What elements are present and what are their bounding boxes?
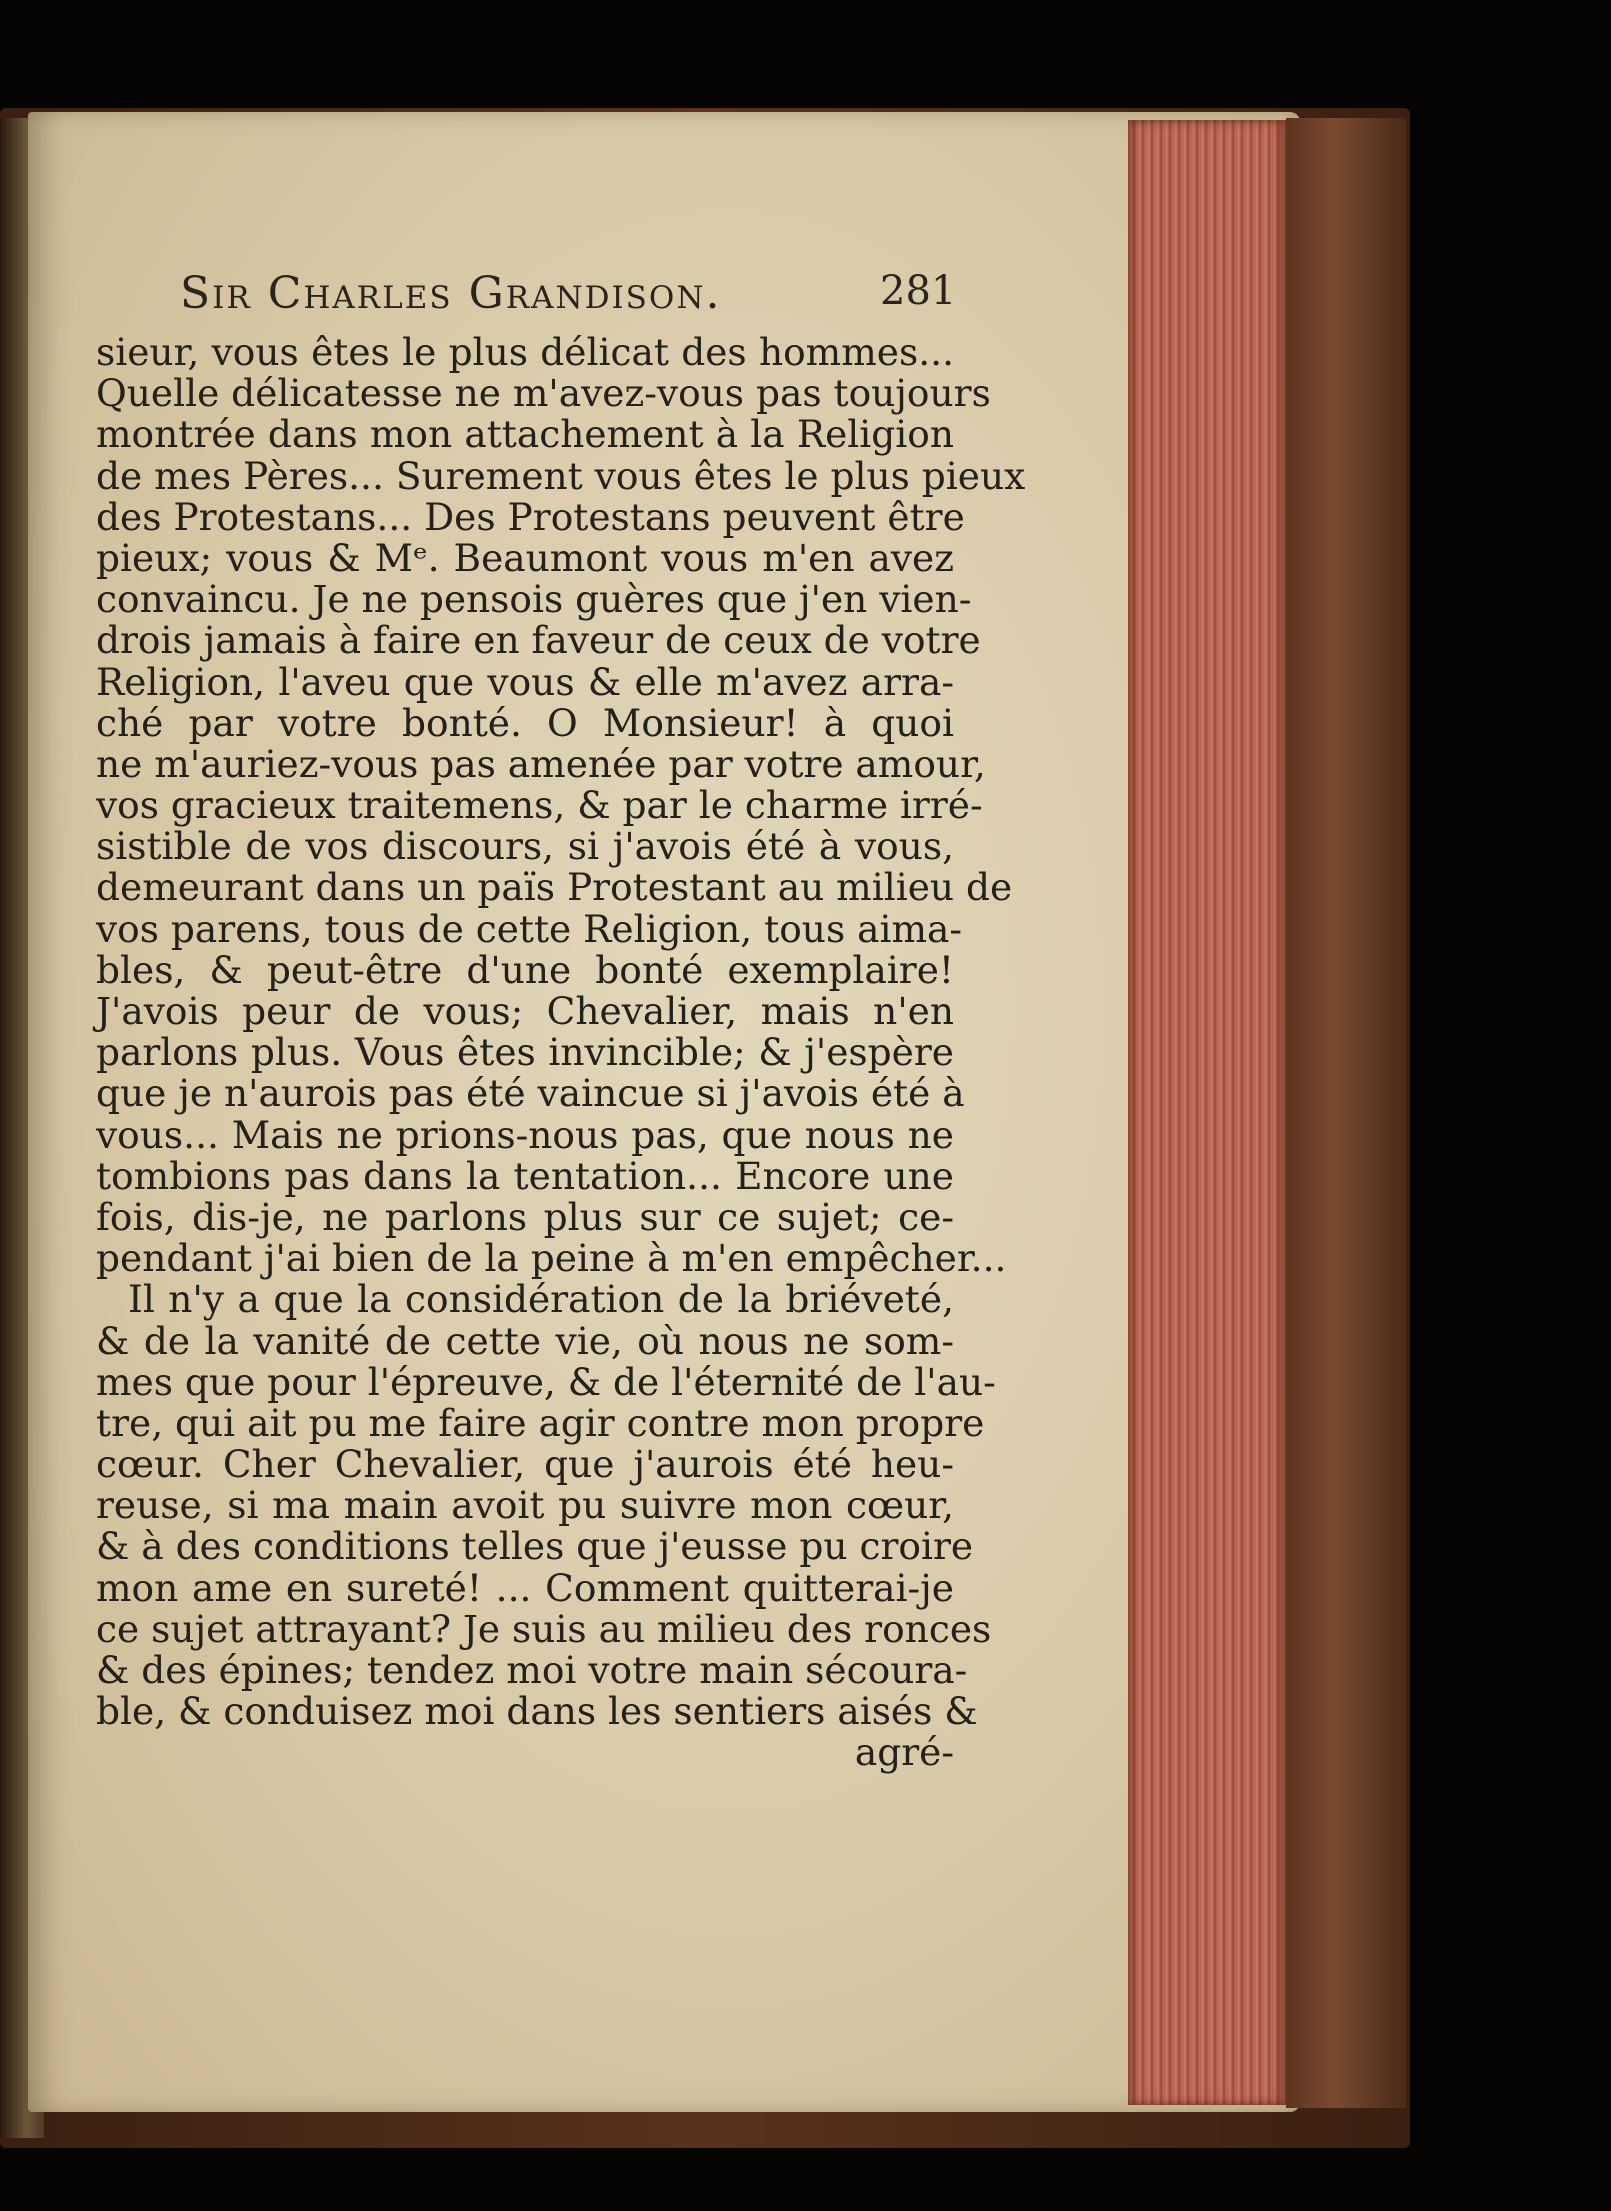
text-line: drois jamais à faire en faveur de ceux de votre: [96, 618, 981, 663]
text-line: vous... Mais ne prions-nous pas, que nous ne: [96, 1112, 954, 1157]
text-line: de mes Pères... Surement vous êtes le plus pieux: [96, 453, 1026, 498]
text-line: fois, dis-je, ne parlons plus sur ce sujet; ce-: [96, 1194, 954, 1239]
text-line: ce sujet attrayant? Je suis au milieu des ronces: [96, 1606, 992, 1651]
book-cover-edge: [1286, 118, 1406, 2108]
text-line: parlons plus. Vous êtes invincible; & j'espère: [96, 1030, 954, 1075]
text-line: convaincu. Je ne pensois guères que j'en vien-: [96, 577, 972, 622]
text-line: mon ame en sureté! ... Comment quitterai-je: [96, 1565, 954, 1610]
text-line: pieux; vous & Mᵉ. Beaumont vous m'en avez: [96, 535, 954, 580]
page-number: 281: [880, 268, 957, 314]
text-line: & à des conditions telles que j'eusse pu croire: [96, 1524, 974, 1569]
text-line: des Protestans... Des Protestans peuvent être: [96, 494, 965, 539]
text-line: & des épines; tendez moi votre main sécoura-: [96, 1648, 968, 1692]
text-line: cœur. Cher Chevalier, que j'aurois été heu-: [96, 1442, 954, 1487]
text-line: ble, & conduisez moi dans les sentiers aisés &: [96, 1689, 978, 1734]
text-line: vos gracieux traitemens, & par le charme irré-: [96, 783, 983, 828]
text-line: Religion, l'aveu que vous & elle m'avez arra-: [96, 659, 954, 704]
body-text: [96, 330, 1026, 1775]
text-line: montrée dans mon attachement à la Religion: [96, 412, 954, 457]
text-line: bles, & peut-être d'une bonté exemplaire!: [96, 947, 954, 992]
text-line: Il n'y a que la considération de la briéveté,: [128, 1277, 954, 1322]
text-line: reuse, si ma main avoit pu suivre mon cœur,: [96, 1483, 954, 1528]
text-line: sistible de vos discours, si j'avois été à vous,: [96, 824, 954, 869]
running-title: Sir Charles Grandison.: [180, 268, 722, 319]
catchword: agré-: [854, 1730, 954, 1775]
text-line: tombions pas dans la tentation... Encore une: [96, 1153, 954, 1198]
page-fore-edge: [1128, 120, 1286, 2105]
text-line: vos parens, tous de cette Religion, tous aima-: [96, 906, 963, 951]
text-line: demeurant dans un païs Protestant au milieu de: [96, 865, 1013, 910]
text-line: sieur, vous êtes le plus délicat des hommes...: [96, 330, 954, 374]
text-line: ché par votre bonté. O Monsieur! à quoi: [96, 700, 954, 745]
text-line: mes que pour l'épreuve, & de l'éternité de l'au-: [96, 1359, 996, 1404]
text-line: pendant j'ai bien de la peine à m'en empêcher...: [96, 1236, 1007, 1281]
text-line: & de la vanité de cette vie, où nous ne som-: [96, 1318, 954, 1363]
text-line: Quelle délicatesse ne m'avez-vous pas toujours: [96, 371, 991, 416]
text-line: tre, qui ait pu me faire agir contre mon propre: [96, 1400, 985, 1445]
text-line: ne m'auriez-vous pas amenée par votre amour,: [96, 741, 986, 786]
text-line: J'avois peur de vous; Chevalier, mais n'en: [96, 989, 954, 1033]
text-line: que je n'aurois pas été vaincue si j'avois été à: [96, 1071, 965, 1116]
